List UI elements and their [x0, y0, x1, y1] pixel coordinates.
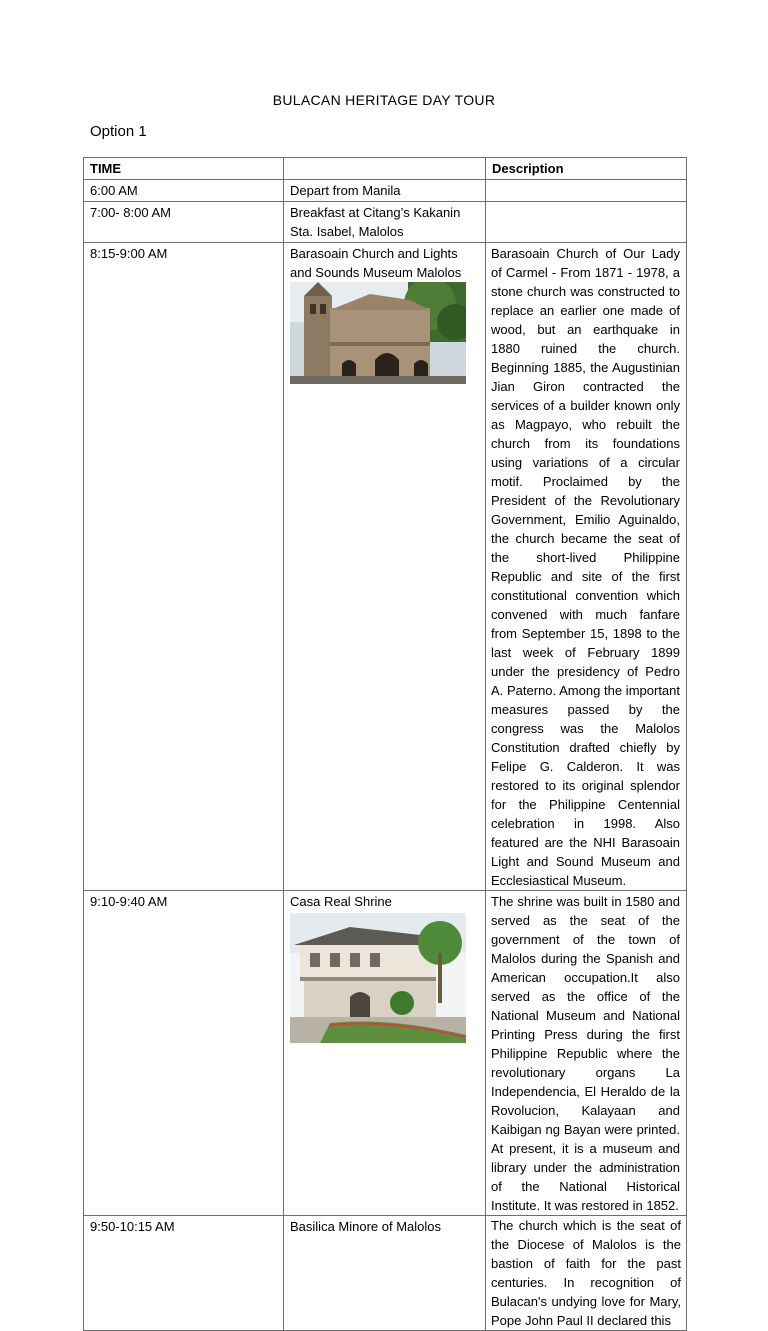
row-time: 9:10-9:40 AM — [84, 891, 284, 1216]
row-description: The church which is the seat of the Diocese of Malolos is the bastion of faith for the past centuries. In recognition of Bulacan's undying love for Mary, Pope John Paul II declared this — [486, 1216, 687, 1331]
table-row — [84, 180, 687, 202]
table-row — [84, 202, 687, 243]
table-row — [84, 1216, 687, 1331]
row-description: The shrine was built in 1580 and served as the seat of the government of the town of Malolos during the Spanish and American occupation.It also served as the office of the National Museum and National Printing Press during the first Philippine Republic where the revolutionary organs La Independencia, El Heraldo de la Rovolucion, Kalayaan and Kaibigan ng Bayan were printed. At present, it is a museum and library under the administration of the National Historical Institute. It was restored in 1852. — [486, 891, 687, 1216]
header-description: Description — [486, 158, 687, 180]
row-activity: Basilica Minore of Malolos — [284, 1216, 486, 1331]
row-description — [486, 180, 687, 202]
row-time: 8:15-9:00 AM — [84, 243, 284, 891]
row-activity: Depart from Manila — [284, 180, 486, 202]
row-time: 6:00 AM — [84, 180, 284, 202]
row-activity: Breakfast at Citang’s Kakanin Sta. Isabel, Malolos — [284, 202, 486, 243]
row-activity-cell — [284, 243, 486, 891]
itinerary-table — [83, 157, 687, 1331]
row-activity: Casa Real Shrine — [290, 894, 392, 909]
document-title: BULACAN HERITAGE DAY TOUR — [272, 92, 496, 108]
row-activity: Barasoain Church and Lights and Sounds Museum Malolos — [290, 246, 462, 280]
table-row — [84, 243, 687, 891]
table-header-row — [84, 158, 687, 180]
row-activity-cell — [284, 891, 486, 1216]
barasoain-church-photo — [290, 282, 466, 384]
row-time: 7:00- 8:00 AM — [84, 202, 284, 243]
header-time: TIME — [84, 158, 284, 180]
row-time: 9:50-10:15 AM — [84, 1216, 284, 1331]
header-activity — [284, 158, 486, 180]
option-heading: Option 1 — [90, 123, 147, 140]
row-description: Barasoain Church of Our Lady of Carmel - From 1871 - 1978, a stone church was constructed to replace an earlier one made of wood, but an earthquake in 1880 ruined the church. Beginning 1885, the Augustinian Jian Giron contracted the services of a builder known only as Magpayo, who rebuilt the church from its foundations using variations of a circular motif. Proclaimed by the President of the Revolutionary Government, Emilio Aguinaldo, the church became the seat of the short-lived Philippine Republic and site of the first constitutional convention which convened with much fanfare from September 15, 1898 to the last week of February 1899 under the presidency of Pedro A. Paterno. Among the important measures passed by the congress was the Malolos Constitution drafted chiefly by Felipe G. Calderon. It was restored to its original splendor for the Philippine Centennial celebration in 1998. Also featured are the NHI Barasoain Light and Sound Museum and Ecclesiastical Museum. — [486, 243, 687, 891]
table-row — [84, 891, 687, 1216]
row-description — [486, 202, 687, 243]
